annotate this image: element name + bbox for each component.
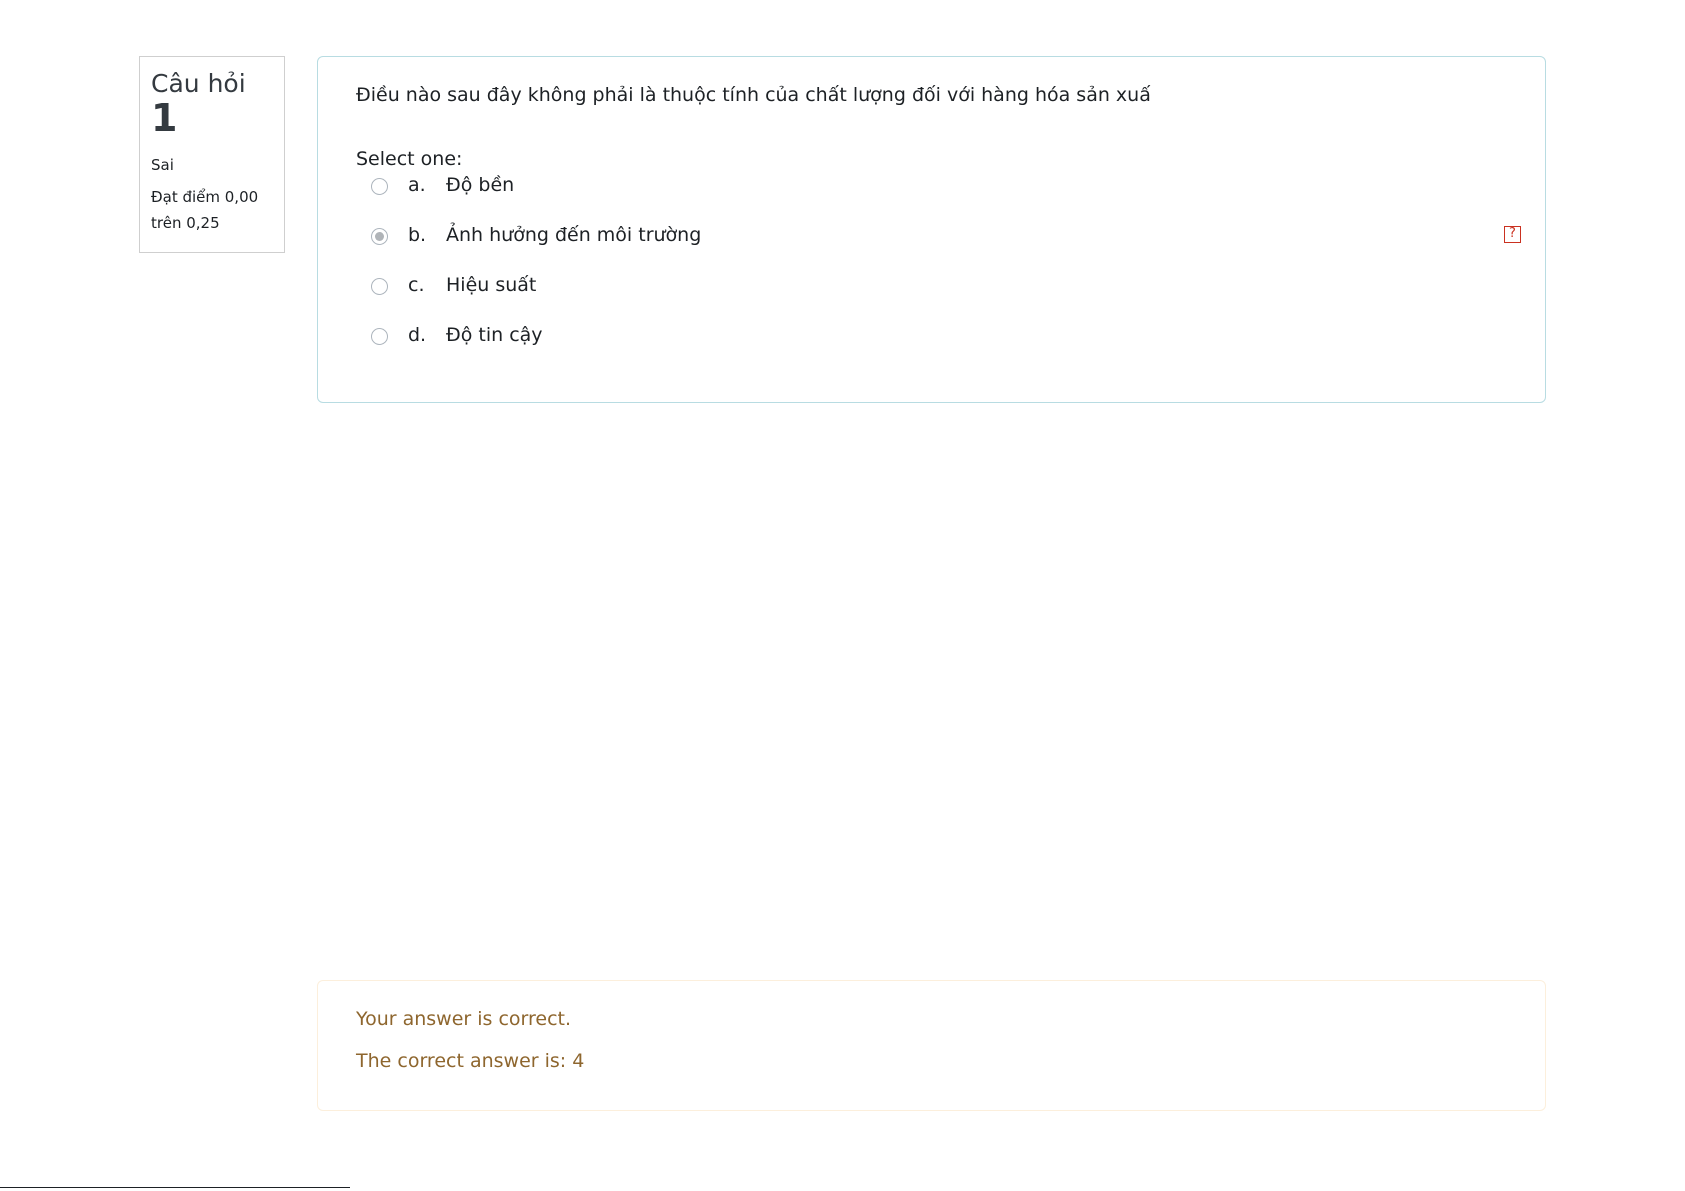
answer-option-a[interactable] — [371, 172, 1521, 202]
question-label: Câu hỏi — [151, 69, 246, 98]
incorrect-mark-icon: ? — [1504, 226, 1521, 243]
option-letter: b. — [408, 224, 427, 246]
option-text: Ảnh hưởng đến môi trường — [446, 224, 702, 246]
answer-option-c[interactable] — [371, 272, 1521, 302]
radio-option-d[interactable] — [371, 328, 388, 345]
bottom-divider — [0, 1187, 350, 1188]
option-letter: d. — [408, 324, 427, 346]
correct-answer-text: The correct answer is: 4 — [356, 1050, 585, 1072]
answer-option-b[interactable] — [371, 222, 1521, 252]
select-prompt: Select one: — [356, 148, 463, 170]
feedback-message: Your answer is correct. — [356, 1008, 572, 1030]
question-info-panel — [139, 56, 285, 253]
question-formulation — [317, 56, 1546, 403]
radio-option-b[interactable] — [371, 228, 388, 245]
option-letter: c. — [408, 274, 425, 296]
question-text: Điều nào sau đây không phải là thuộc tính của chất lượng đối với hàng hóa sản xuấ — [356, 84, 1151, 106]
radio-option-a[interactable] — [371, 178, 388, 195]
radio-option-c[interactable] — [371, 278, 388, 295]
answer-option-d[interactable] — [371, 322, 1521, 352]
option-text: Hiệu suất — [446, 274, 537, 296]
question-number: 1 — [151, 96, 178, 140]
option-letter: a. — [408, 174, 426, 196]
option-text: Độ bền — [446, 174, 515, 196]
question-grade: Đạt điểm 0,00 trên 0,25 — [151, 188, 259, 232]
feedback-panel — [317, 980, 1546, 1111]
option-text: Độ tin cậy — [446, 324, 543, 346]
question-state: Sai — [151, 156, 174, 174]
